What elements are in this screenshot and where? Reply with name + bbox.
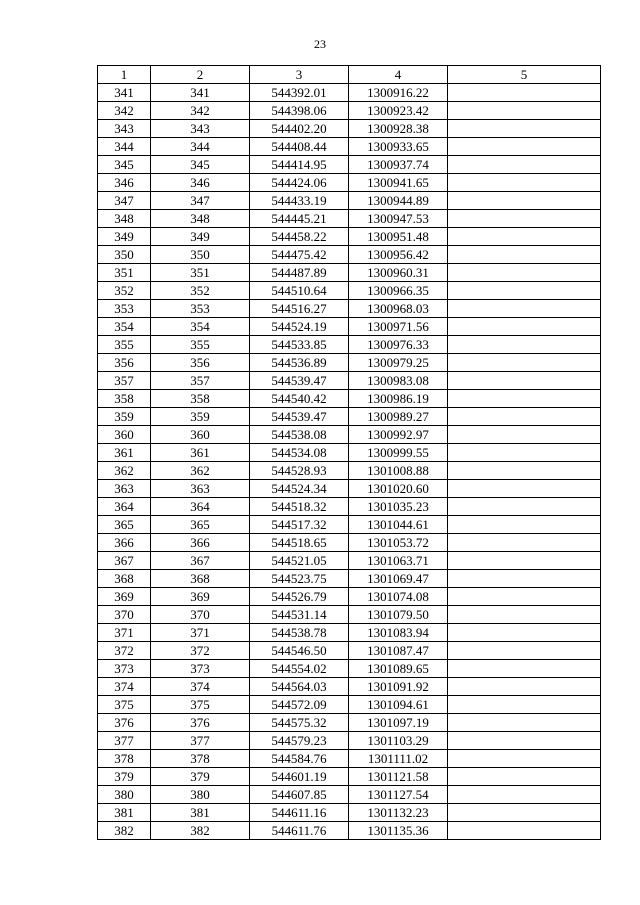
table-cell: 544487.89	[250, 264, 349, 282]
table-cell	[448, 714, 601, 732]
table-cell	[448, 372, 601, 390]
table-cell: 544517.32	[250, 516, 349, 534]
table-cell: 379	[98, 768, 151, 786]
table-cell: 379	[151, 768, 250, 786]
table-cell: 1300916.22	[349, 84, 448, 102]
table-cell: 353	[151, 300, 250, 318]
table-cell: 544539.47	[250, 372, 349, 390]
table-cell: 544531.14	[250, 606, 349, 624]
table-cell: 350	[151, 246, 250, 264]
table-cell: 544392.01	[250, 84, 349, 102]
table-cell: 368	[98, 570, 151, 588]
table-cell: 544575.32	[250, 714, 349, 732]
table-cell: 370	[98, 606, 151, 624]
table-row	[98, 156, 601, 174]
table-cell: 355	[98, 336, 151, 354]
table-cell	[448, 804, 601, 822]
table-cell	[448, 120, 601, 138]
table-row	[98, 354, 601, 372]
table-cell: 365	[151, 516, 250, 534]
table-row	[98, 822, 601, 840]
table-row	[98, 516, 601, 534]
table-cell: 346	[151, 174, 250, 192]
table-row	[98, 732, 601, 750]
table-cell: 363	[151, 480, 250, 498]
table-cell: 544534.08	[250, 444, 349, 462]
table-cell: 1300928.38	[349, 120, 448, 138]
table-cell: 1301097.19	[349, 714, 448, 732]
table-row	[98, 462, 601, 480]
table-row	[98, 606, 601, 624]
table-cell: 1300960.31	[349, 264, 448, 282]
table-cell: 1300944.89	[349, 192, 448, 210]
table-cell: 342	[98, 102, 151, 120]
table-cell	[448, 138, 601, 156]
table-cell: 369	[151, 588, 250, 606]
table-cell: 1300976.33	[349, 336, 448, 354]
table-cell: 358	[151, 390, 250, 408]
table-cell: 358	[98, 390, 151, 408]
table-cell: 376	[98, 714, 151, 732]
table-cell: 544402.20	[250, 120, 349, 138]
table-cell: 1300999.55	[349, 444, 448, 462]
table-cell	[448, 642, 601, 660]
table-cell: 544601.19	[250, 768, 349, 786]
table-cell: 544516.27	[250, 300, 349, 318]
table-cell: 367	[98, 552, 151, 570]
table-row	[98, 210, 601, 228]
table-cell: 1300968.03	[349, 300, 448, 318]
table-cell: 371	[151, 624, 250, 642]
table-cell: 1300951.48	[349, 228, 448, 246]
table-cell: 1300979.25	[349, 354, 448, 372]
table-cell	[448, 624, 601, 642]
table-row	[98, 552, 601, 570]
table-row	[98, 642, 601, 660]
table-cell: 357	[98, 372, 151, 390]
table-cell	[448, 336, 601, 354]
table-cell: 1300989.27	[349, 408, 448, 426]
table-cell: 345	[151, 156, 250, 174]
table-cell: 346	[98, 174, 151, 192]
table-cell: 1301135.36	[349, 822, 448, 840]
table-cell: 1300937.74	[349, 156, 448, 174]
table-cell	[448, 750, 601, 768]
table-cell: 544528.93	[250, 462, 349, 480]
table-cell: 1301035.23	[349, 498, 448, 516]
table-cell: 360	[151, 426, 250, 444]
table-cell: 1301094.61	[349, 696, 448, 714]
table-cell: 544572.09	[250, 696, 349, 714]
table-cell: 376	[151, 714, 250, 732]
table-cell: 1301111.02	[349, 750, 448, 768]
column-header: 4	[349, 66, 448, 84]
table-cell	[448, 102, 601, 120]
coordinates-table	[97, 65, 601, 840]
table-cell: 374	[151, 678, 250, 696]
table-cell: 1301069.47	[349, 570, 448, 588]
table-cell	[448, 390, 601, 408]
table-row	[98, 84, 601, 102]
table-cell: 1301063.71	[349, 552, 448, 570]
table-cell: 1301083.94	[349, 624, 448, 642]
table-cell	[448, 318, 601, 336]
table-cell: 354	[151, 318, 250, 336]
table-cell	[448, 480, 601, 498]
table-cell: 381	[151, 804, 250, 822]
table-cell: 363	[98, 480, 151, 498]
table-cell	[448, 570, 601, 588]
table-row	[98, 138, 601, 156]
table-cell: 544538.78	[250, 624, 349, 642]
table-cell	[448, 192, 601, 210]
table-cell	[448, 786, 601, 804]
table-cell: 378	[151, 750, 250, 768]
table-cell: 380	[151, 786, 250, 804]
table-cell	[448, 300, 601, 318]
table-row	[98, 102, 601, 120]
table-cell: 351	[98, 264, 151, 282]
table-cell	[448, 246, 601, 264]
table-cell: 544433.19	[250, 192, 349, 210]
table-cell: 1300983.08	[349, 372, 448, 390]
table-cell: 375	[151, 696, 250, 714]
table-cell: 544445.21	[250, 210, 349, 228]
table-row	[98, 696, 601, 714]
table-cell: 544518.32	[250, 498, 349, 516]
table-cell: 348	[98, 210, 151, 228]
table-cell	[448, 516, 601, 534]
table-cell: 1301103.29	[349, 732, 448, 750]
table-cell: 544475.42	[250, 246, 349, 264]
table-cell: 544408.44	[250, 138, 349, 156]
table-cell	[448, 354, 601, 372]
table-cell: 357	[151, 372, 250, 390]
table-cell	[448, 696, 601, 714]
table-cell: 544538.08	[250, 426, 349, 444]
table-cell: 378	[98, 750, 151, 768]
table-cell: 349	[151, 228, 250, 246]
table-cell	[448, 678, 601, 696]
table-cell	[448, 426, 601, 444]
table-cell: 1301091.92	[349, 678, 448, 696]
table-row	[98, 282, 601, 300]
table-cell	[448, 264, 601, 282]
table-row	[98, 264, 601, 282]
table-cell	[448, 84, 601, 102]
table-cell: 360	[98, 426, 151, 444]
table-cell: 353	[98, 300, 151, 318]
table-cell: 544526.79	[250, 588, 349, 606]
table-cell: 1300947.53	[349, 210, 448, 228]
column-header: 3	[250, 66, 349, 84]
table-cell: 1301121.58	[349, 768, 448, 786]
table-cell: 341	[151, 84, 250, 102]
table-cell: 1301053.72	[349, 534, 448, 552]
table-cell: 345	[98, 156, 151, 174]
table-cell: 344	[98, 138, 151, 156]
table-cell: 544579.23	[250, 732, 349, 750]
table-row	[98, 444, 601, 462]
table-cell: 343	[98, 120, 151, 138]
table-cell: 1301020.60	[349, 480, 448, 498]
table-cell: 544584.76	[250, 750, 349, 768]
table-cell: 356	[98, 354, 151, 372]
table-cell: 544424.06	[250, 174, 349, 192]
table-cell: 381	[98, 804, 151, 822]
table-cell	[448, 588, 601, 606]
table-cell	[448, 732, 601, 750]
table-cell: 361	[98, 444, 151, 462]
table-cell: 370	[151, 606, 250, 624]
column-header: 5	[448, 66, 601, 84]
table-cell: 1300956.42	[349, 246, 448, 264]
page-number: 23	[314, 37, 326, 51]
table-cell: 348	[151, 210, 250, 228]
table-cell: 377	[151, 732, 250, 750]
table-cell: 344	[151, 138, 250, 156]
table-cell: 544611.16	[250, 804, 349, 822]
table-cell: 544510.64	[250, 282, 349, 300]
table-cell: 359	[151, 408, 250, 426]
table-header-row	[98, 66, 601, 84]
table-cell	[448, 156, 601, 174]
table-row	[98, 804, 601, 822]
table-cell: 544607.85	[250, 786, 349, 804]
table-cell	[448, 174, 601, 192]
table-cell: 367	[151, 552, 250, 570]
table-row	[98, 408, 601, 426]
table-cell: 1301074.08	[349, 588, 448, 606]
table-cell: 1300966.35	[349, 282, 448, 300]
table-cell: 347	[98, 192, 151, 210]
table-cell: 544523.75	[250, 570, 349, 588]
table-cell: 347	[151, 192, 250, 210]
table-cell: 351	[151, 264, 250, 282]
table-cell: 1300986.19	[349, 390, 448, 408]
table-cell	[448, 228, 601, 246]
table-cell: 377	[98, 732, 151, 750]
table-row	[98, 660, 601, 678]
table-cell	[448, 498, 601, 516]
table-cell: 1301079.50	[349, 606, 448, 624]
table-row	[98, 174, 601, 192]
table-cell: 356	[151, 354, 250, 372]
table-cell	[448, 768, 601, 786]
table-cell: 361	[151, 444, 250, 462]
table-cell: 349	[98, 228, 151, 246]
table-cell: 544540.42	[250, 390, 349, 408]
table-row	[98, 570, 601, 588]
table-cell	[448, 282, 601, 300]
table-cell	[448, 444, 601, 462]
table-cell	[448, 462, 601, 480]
table-cell	[448, 408, 601, 426]
table-cell: 380	[98, 786, 151, 804]
table-cell	[448, 534, 601, 552]
table-cell: 359	[98, 408, 151, 426]
table-cell: 368	[151, 570, 250, 588]
table-row	[98, 318, 601, 336]
table-row	[98, 498, 601, 516]
table-cell: 544398.06	[250, 102, 349, 120]
table-cell: 372	[98, 642, 151, 660]
table-row	[98, 228, 601, 246]
table-row	[98, 390, 601, 408]
table-cell: 544539.47	[250, 408, 349, 426]
table-cell	[448, 606, 601, 624]
table-row	[98, 300, 601, 318]
table-cell: 373	[151, 660, 250, 678]
table-cell: 350	[98, 246, 151, 264]
table-row	[98, 750, 601, 768]
table-cell: 544536.89	[250, 354, 349, 372]
table-cell: 366	[98, 534, 151, 552]
table-row	[98, 480, 601, 498]
table-cell: 374	[98, 678, 151, 696]
table-cell: 343	[151, 120, 250, 138]
table-cell: 341	[98, 84, 151, 102]
table-cell: 373	[98, 660, 151, 678]
table-cell: 544524.19	[250, 318, 349, 336]
table-row	[98, 246, 601, 264]
table-cell	[448, 660, 601, 678]
table-cell: 366	[151, 534, 250, 552]
table-cell: 1301008.88	[349, 462, 448, 480]
table-cell: 544414.95	[250, 156, 349, 174]
table-row	[98, 786, 601, 804]
table-cell: 1300971.56	[349, 318, 448, 336]
table-cell: 362	[98, 462, 151, 480]
table-cell: 342	[151, 102, 250, 120]
table-cell: 544554.02	[250, 660, 349, 678]
table-cell: 544564.03	[250, 678, 349, 696]
table-row	[98, 588, 601, 606]
table-cell: 1300941.65	[349, 174, 448, 192]
table-row	[98, 678, 601, 696]
table-row	[98, 426, 601, 444]
table-cell	[448, 210, 601, 228]
table-cell: 369	[98, 588, 151, 606]
table-cell: 372	[151, 642, 250, 660]
table-cell: 364	[98, 498, 151, 516]
table-cell: 544611.76	[250, 822, 349, 840]
table-cell: 544524.34	[250, 480, 349, 498]
table-cell: 544458.22	[250, 228, 349, 246]
table-row	[98, 192, 601, 210]
table-cell	[448, 552, 601, 570]
table-row	[98, 714, 601, 732]
table-cell: 352	[151, 282, 250, 300]
table-cell: 1301132.23	[349, 804, 448, 822]
table-cell: 1300992.97	[349, 426, 448, 444]
table-cell	[448, 822, 601, 840]
table-cell: 1300933.65	[349, 138, 448, 156]
table-cell: 544521.05	[250, 552, 349, 570]
table-cell: 1301089.65	[349, 660, 448, 678]
table-cell: 362	[151, 462, 250, 480]
table-cell: 382	[151, 822, 250, 840]
table-cell: 355	[151, 336, 250, 354]
table-row	[98, 120, 601, 138]
table-cell: 375	[98, 696, 151, 714]
table-cell: 371	[98, 624, 151, 642]
table-row	[98, 768, 601, 786]
column-header: 2	[151, 66, 250, 84]
table-row	[98, 624, 601, 642]
table-cell: 1300923.42	[349, 102, 448, 120]
table-cell: 354	[98, 318, 151, 336]
column-header: 1	[98, 66, 151, 84]
table-cell: 1301044.61	[349, 516, 448, 534]
table-cell: 544533.85	[250, 336, 349, 354]
table-row	[98, 372, 601, 390]
table-body	[98, 84, 601, 840]
table-cell: 365	[98, 516, 151, 534]
table-cell: 544546.50	[250, 642, 349, 660]
table-cell: 1301127.54	[349, 786, 448, 804]
table-cell: 544518.65	[250, 534, 349, 552]
table-row	[98, 534, 601, 552]
table-cell: 364	[151, 498, 250, 516]
table-cell: 352	[98, 282, 151, 300]
table-cell: 382	[98, 822, 151, 840]
table-row	[98, 336, 601, 354]
table-cell: 1301087.47	[349, 642, 448, 660]
